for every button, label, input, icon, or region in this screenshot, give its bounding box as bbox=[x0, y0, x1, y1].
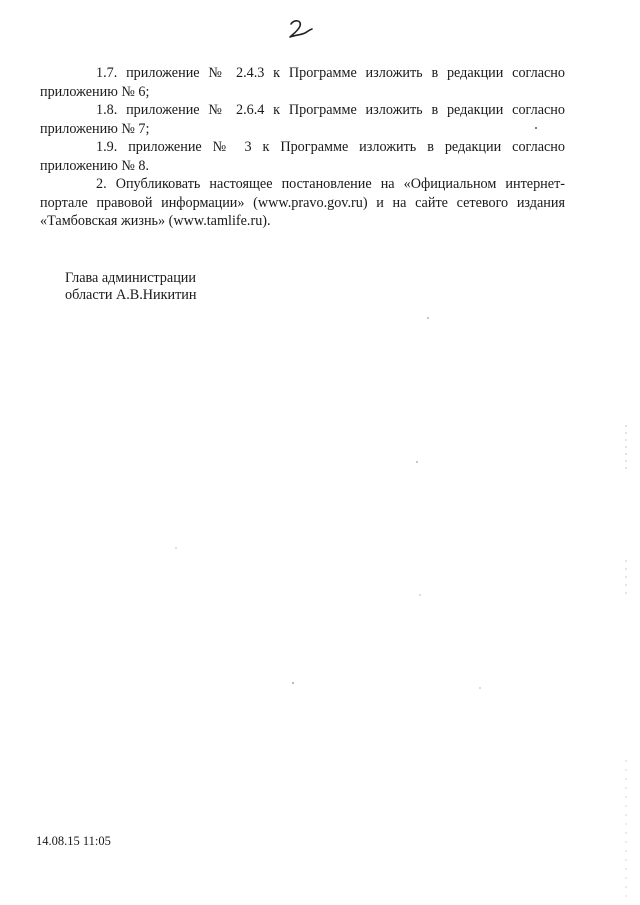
paragraph-1-9: 1.9. приложение № 3 к Программе изложить в редакции согласно приложению № 8. bbox=[40, 139, 565, 174]
handwritten-number-icon bbox=[286, 18, 316, 40]
signature-title: Глава администрации bbox=[65, 270, 196, 286]
signature-name: области А.В.Никитин bbox=[65, 287, 197, 303]
document-body bbox=[40, 64, 565, 231]
paragraph-1-8: 1.8. приложение № 2.6.4 к Программе изложить в редакции согласно приложению № 7; bbox=[40, 102, 565, 137]
handwritten-page-number bbox=[286, 18, 316, 40]
paragraph-1-7: 1.7. приложение № 2.4.3 к Программе изложить в редакции согласно приложению № 6; bbox=[40, 65, 565, 100]
print-timestamp: 14.08.15 11:05 bbox=[36, 834, 111, 848]
signature-block bbox=[65, 270, 196, 304]
paragraph-2: 2. Опубликовать настоящее постановление на «Официальном интернет-портале правовой информации» (www.pravo.gov.ru) и на сайте сетевого издания «Тамбовская жизнь» (www.tamlife.ru). bbox=[40, 176, 565, 229]
